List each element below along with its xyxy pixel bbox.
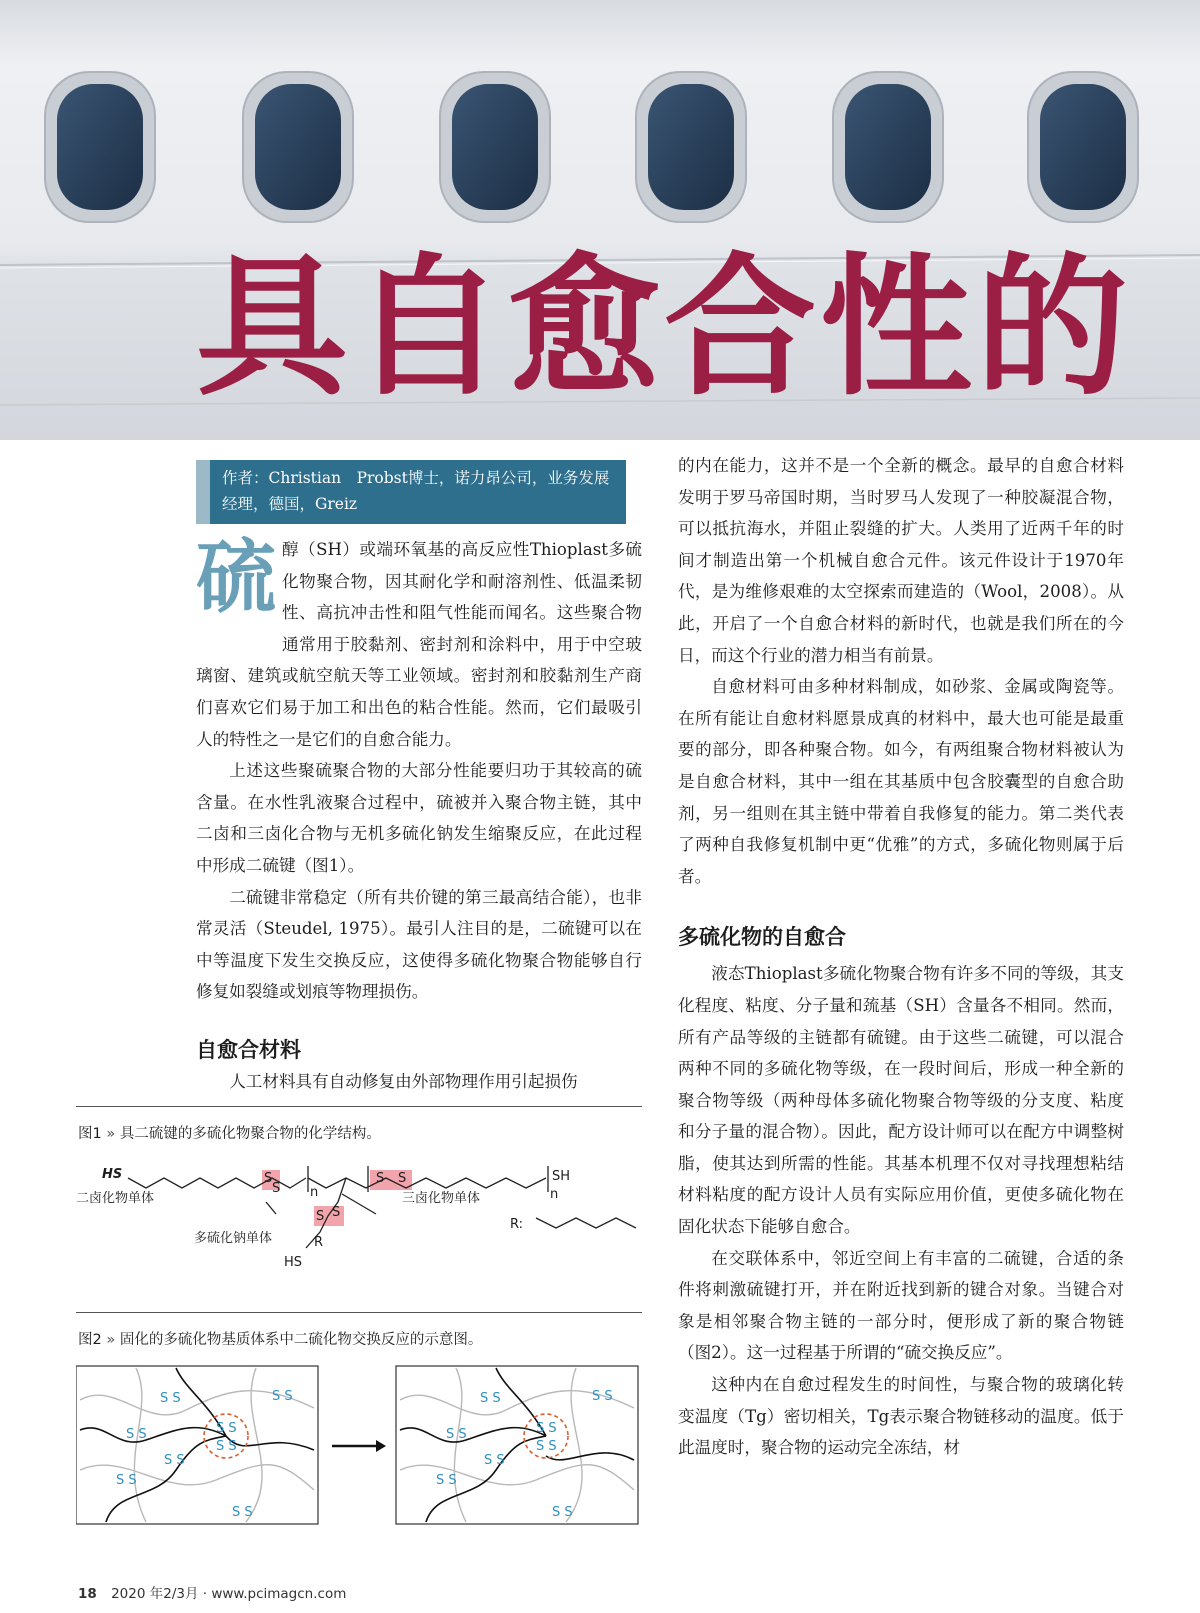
- exchange-bond-label: S S: [216, 1421, 237, 1436]
- figure-rule: [76, 1312, 642, 1313]
- disulfide-bond-label: S S: [592, 1389, 613, 1404]
- pointer-arrow: [266, 1202, 276, 1214]
- s-atom: S: [272, 1181, 281, 1196]
- section-heading-self-healing: 自愈合材料: [196, 1038, 301, 1062]
- figure-rule: [76, 1106, 642, 1107]
- r-definition-label: R:: [510, 1217, 524, 1232]
- trihalide-monomer-label: 三卤化物单体: [402, 1191, 481, 1206]
- window-pane: [648, 84, 734, 210]
- left-column: [196, 531, 642, 1008]
- hero-image: [0, 0, 1200, 440]
- disulfide-bond-label: S S: [272, 1389, 293, 1404]
- disulfide-bond-label: S S: [160, 1391, 181, 1406]
- disulfide-bond-label: S S: [446, 1427, 467, 1442]
- disulfide-bond-label: S S: [480, 1391, 501, 1406]
- pointer-arrow: [342, 1194, 376, 1214]
- window-pane: [452, 84, 538, 210]
- disulfide-bond-label: S S: [552, 1505, 573, 1520]
- paragraph: 的内在能力，这并不是一个全新的概念。最早的自愈合材料发明于罗马帝国时期，当时罗马人发现了一种胶凝混合物，可以抵抗海水，并阻止裂缝的扩大。人类用了近两千年的时间才制造出第一个机械自愈合元件。该元件设计于1970年代，是为维修艰难的太空探索而建造的（Wool，2008）。从此，开启了一个自愈合材料的新时代，也就是我们所在的今日，而这个行业的潜力相当有前景。: [678, 456, 1124, 665]
- window-pane: [57, 84, 143, 210]
- subscript-n: n: [310, 1185, 319, 1200]
- dihalide-monomer-label: 二卤化物单体: [76, 1191, 155, 1206]
- article-title: 具自愈合性的: [196, 239, 1132, 416]
- caption-text: 具二硫键的多硫化物聚合物的化学结构。: [119, 1126, 381, 1142]
- s-atom: S: [332, 1205, 341, 1220]
- disulfide-bond-label: S S: [436, 1473, 457, 1488]
- disulfide-bond-label: S S: [232, 1505, 253, 1520]
- s-atom: S: [264, 1171, 273, 1186]
- figure1-caption: [78, 1122, 381, 1143]
- figure2-caption: [78, 1328, 482, 1349]
- s-atom: S: [316, 1209, 325, 1224]
- exchange-bond-label: S S: [536, 1421, 557, 1436]
- caption-arrows: »: [106, 1126, 116, 1142]
- r-group-bond: [536, 1218, 636, 1228]
- hs-branch-label: HS: [284, 1255, 303, 1270]
- paragraph: 自愈材料可由多种材料制成，如砂浆、金属或陶瓷等。在所有能让自愈材料愿景成真的材料中，最大也可能是最重要的部分，即各种聚合物。如今，有两组聚合物材料被认为是自愈合材料，其中一组在其基质中包含胶囊型的自愈合助剂，另一组则在其主链中带着自我修复的能力。第二类代表了两种自我修复机制中更“优雅”的方式，多硫化物则属于后者。: [678, 677, 1124, 886]
- window-pane: [255, 84, 341, 210]
- disulfide-bond-label: S S: [484, 1453, 505, 1468]
- paragraph: 这种内在自愈过程发生的时间性，与聚合物的玻璃化转变温度（Tg）密切相关，Tg表示聚合物链移动的温度。低于此温度时，聚合物的运动完全冻结，材: [678, 1375, 1124, 1458]
- caption-text: 固化的多硫化物基质体系中二硫化物交换反应的示意图。: [119, 1332, 483, 1348]
- polysulfide-structure-diagram: [76, 1158, 642, 1278]
- author-line: 经理，德国，Greiz: [222, 495, 358, 513]
- hs-end-label: HS: [102, 1167, 123, 1182]
- exchange-bond-label: S S: [536, 1439, 557, 1454]
- paragraph: 在交联体系中，邻近空间上有丰富的二硫键，合适的条件将刺激硫键打开，并在附近找到新的键合对象。当键合对象是相邻聚合物主链的一部分时，便形成了新的聚合物链（图2）。这一过程基于所谓的“硫交换反应”。: [678, 1248, 1124, 1363]
- r-branch-label: R: [314, 1235, 324, 1250]
- paragraph: 人工材料具有自动修复由外部物理作用引起损伤: [229, 1072, 578, 1091]
- paragraph: 液态Thioplast多硫化物聚合物有许多不同的等级，其支化程度、粘度、分子量和巯基（SH）含量各不相同。然而，所有产品等级的主链都有硫键。由于这些二硫键，可以混合两种不同的多硫化物等级，在一段时间后，形成一种全新的聚合物等级（两种母体多硫化物聚合物等级的分支度、粘度和分子量的混合物）。因此，配方设计师可以在配方中调整树脂，使其达到所需的性能。其基本机理不仅对寻找理想粘结材料粘度的配方设计人员有实际应用价值，更使多硫化物在固化状态下能够自愈合。: [678, 964, 1124, 1237]
- right-column: [678, 450, 1124, 1464]
- figure2-exchange-diagram: [76, 1360, 642, 1534]
- disulfide-bond-label: S S: [116, 1473, 137, 1488]
- disulfide-bond-label: S S: [164, 1453, 185, 1468]
- section-heading-polysulfide: 多硫化物的自愈合: [678, 925, 846, 950]
- page-footer: [78, 1582, 346, 1602]
- paragraph: 上述这些聚硫聚合物的大部分性能要归功于其较高的硫含量。在水性乳液聚合过程中，硫被并入聚合物主链，其中二卤和三卤化合物与无机多硫化钠发生缩聚反应，在此过程中形成二硫键（图1）。: [196, 761, 642, 875]
- exchange-bond-label: S S: [216, 1439, 237, 1454]
- s-atom: S: [376, 1171, 385, 1186]
- sodium-polysulfide-label: 多硫化钠单体: [194, 1231, 273, 1246]
- s-atom: S: [398, 1171, 407, 1186]
- window-pane: [845, 84, 931, 210]
- disulfide-bond-label: S S: [126, 1427, 147, 1442]
- disulfide-exchange-schematic: [76, 1360, 642, 1530]
- reaction-arrowhead: [376, 1440, 386, 1452]
- window-pane: [1040, 84, 1126, 210]
- drop-cap: 硫: [196, 531, 276, 624]
- panel-after: [396, 1366, 638, 1524]
- figure-label: 图2: [78, 1332, 102, 1348]
- figure-label: 图1: [78, 1126, 102, 1142]
- sh-end-label: SH: [552, 1169, 571, 1184]
- panel-before: [76, 1366, 318, 1524]
- figure1-chemical-structure: [76, 1158, 642, 1282]
- caption-arrows: »: [106, 1332, 116, 1348]
- author-line: 作者：Christian Probst博士，诺力昂公司，业务发展: [222, 469, 610, 487]
- left-column-continued: [196, 1066, 642, 1098]
- paragraph: 二硫键非常稳定（所有共价键的第三最高结合能），也非常灵活（Steudel, 1975）。最引人注目的是，二硫键可以在中等温度下发生交换反应，这使得多硫化物聚合物能够自行修复如裂缝或划痕等物理损伤。: [196, 887, 642, 1002]
- author-box: [196, 460, 626, 524]
- subscript-n: n: [550, 1187, 559, 1202]
- issue-and-url: 2020 年2/3月 · www.pcimagcn.com: [111, 1586, 347, 1602]
- paragraph: 醇（SH）或端环氧基的高反应性Thioplast多硫化物聚合物，因其耐化学和耐溶剂性、低温柔韧性、高抗冲击性和阻气性能而闻名。这些聚合物通常用于胶黏剂、密封剂和涂料中，用于中空玻璃窗、建筑或航空航天等工业领域。密封剂和胶黏剂生产商们喜欢它们易于加工和出色的粘合性能。然而，它们最吸引人的特性之一是它们的自愈合能力。: [196, 540, 642, 749]
- page-number: 18: [78, 1586, 97, 1602]
